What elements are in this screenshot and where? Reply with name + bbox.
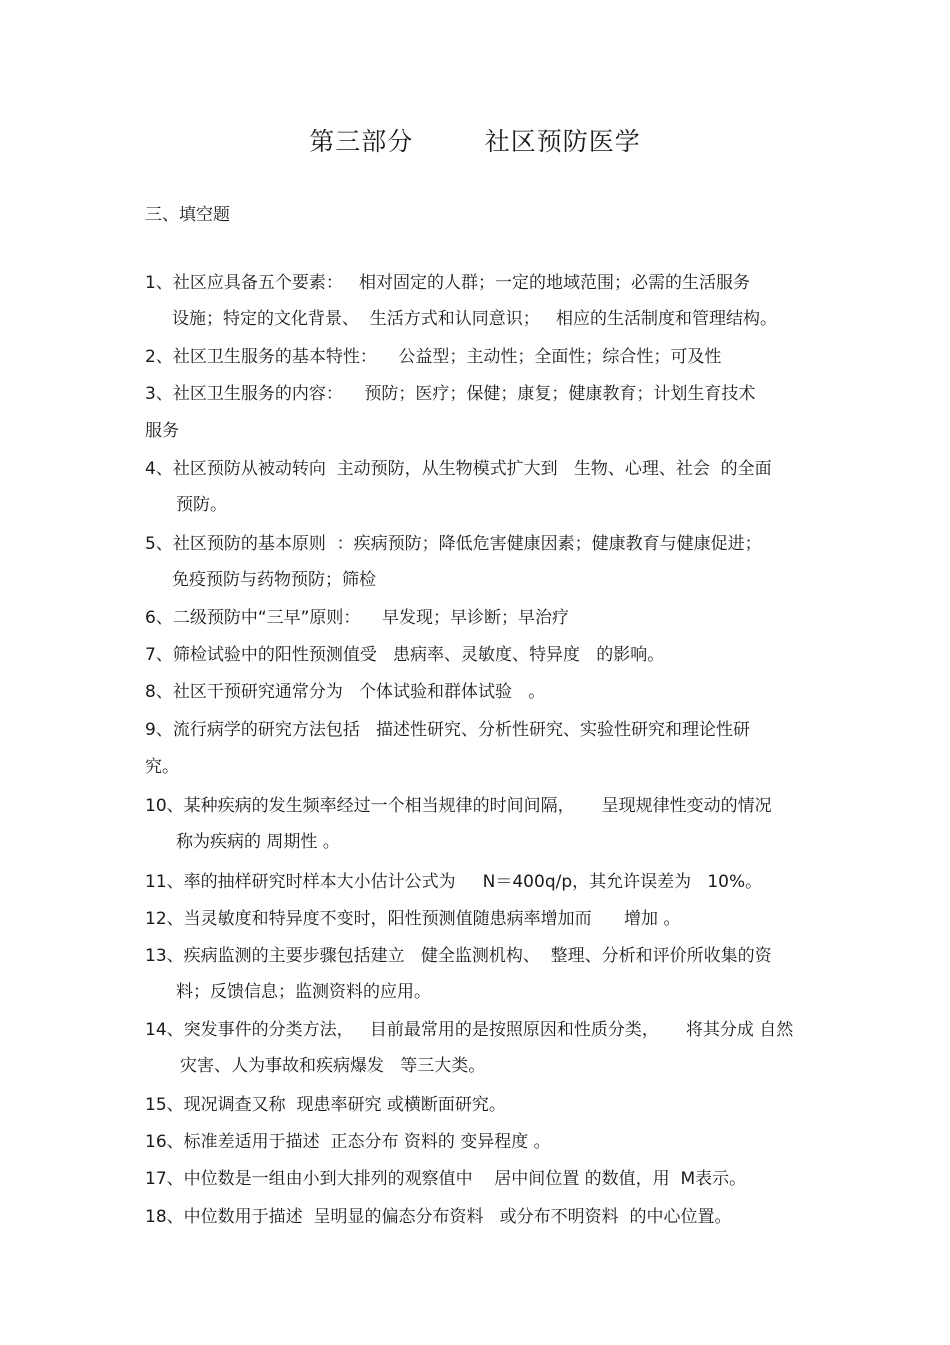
question-1-line-1: 1、社区应具备五个要素： 相对固定的人群；一定的地域范围；必需的生活服务: [145, 273, 751, 293]
question-4-line-2: 预防。: [176, 495, 227, 515]
question-3-line-1: 3、社区卫生服务的内容： 预防；医疗；保健；康复；健康教育；计划生育技术: [145, 384, 756, 404]
question-5-line-2: 免疫预防与药物预防；筛检: [172, 570, 376, 590]
question-5-line-1: 5、社区预防的基本原则 ：疾病预防；降低危害健康因素；健康教育与健康促进；: [145, 534, 762, 554]
question-12: 12、当灵敏度和特异度不变时，阳性预测值随患病率增加而 增加 。: [145, 909, 681, 929]
page-title: 第三部分 社区预防医学: [309, 127, 641, 156]
question-18: 18、中位数用于描述 呈明显的偏态分布资料 或分布不明资料 的中心位置。: [145, 1207, 732, 1227]
question-15: 15、现况调查又称 现患率研究 或横断面研究。: [145, 1095, 506, 1115]
question-13-line-1: 13、疾病监测的主要步骤包括建立 健全监测机构、 整理、分析和评价所收集的资: [145, 946, 772, 966]
question-9-line-2: 究。: [145, 757, 179, 777]
question-17: 17、中位数是一组由小到大排列的观察值中 居中间位置 的数值，用 M表示。: [145, 1169, 747, 1189]
question-9-line-1: 9、流行病学的研究方法包括 描述性研究、分析性研究、实验性研究和理论性研: [145, 720, 751, 740]
question-1-line-2: 设施；特定的文化背景、 生活方式和认同意识； 相应的生活制度和管理结构。: [172, 309, 778, 329]
question-10-line-2: 称为疾病的 周期性 。: [176, 832, 340, 852]
question-14-line-1: 14、突发事件的分类方法， 目前最常用的是按照原因和性质分类， 将其分成 自然: [145, 1020, 794, 1040]
question-4-line-1: 4、社区预防从被动转向 主动预防，从生物模式扩大到 生物、心理、社会 的全面: [145, 459, 772, 479]
question-2: 2、社区卫生服务的基本特性： 公益型；主动性；全面性；综合性；可及性: [145, 347, 722, 367]
question-10-line-1: 10、某种疾病的发生频率经过一个相当规律的时间间隔， 呈现规律性变动的情况: [145, 796, 772, 816]
question-8: 8、社区干预研究通常分为 个体试验和群体试验 。: [145, 682, 546, 702]
question-16: 16、标准差适用于描述 正态分布 资料的 变异程度 。: [145, 1132, 551, 1152]
question-13-line-2: 料；反馈信息；监测资料的应用。: [176, 982, 431, 1002]
question-6: 6、二级预防中“三早”原则： 早发现；早诊断；早治疗: [145, 608, 570, 628]
question-7: 7、筛检试验中的阳性预测值受 患病率、灵敏度、特异度 的影响。: [145, 645, 665, 665]
question-3-line-2: 服务: [145, 421, 179, 441]
section-heading: 三、填空题: [145, 205, 230, 225]
question-11: 11、率的抽样研究时样本大小估计公式为 N＝400q/p，其允许误差为 10%。: [145, 872, 763, 892]
question-14-line-2: 灾害、人为事故和疾病爆发 等三大类。: [180, 1056, 486, 1076]
